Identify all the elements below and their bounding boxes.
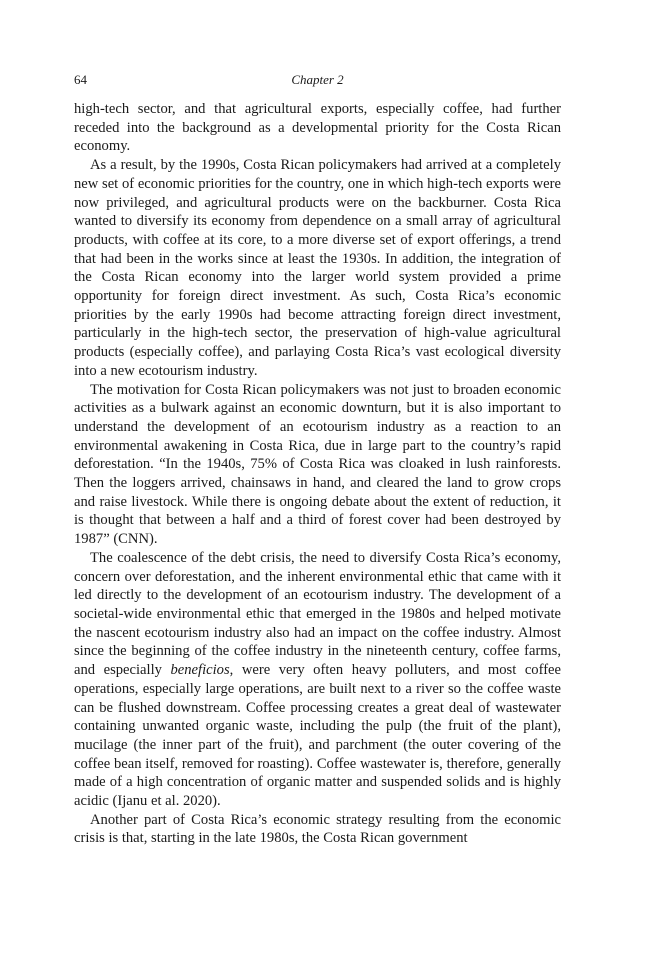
paragraph-continued: high-tech sector, and that agricultural exports, especially coffee, had further receded into the background as a developmental priority for the Costa Rican economy. <box>74 101 561 155</box>
page-header <box>74 70 561 90</box>
body-text <box>74 100 561 848</box>
page-number: 64 <box>74 72 87 87</box>
paragraph-motivation: The motivation for Costa Rican policymakers was not just to broaden economic activities as a bulwark against an economic downturn, but it is also important to understand the development of an ecotourism industry as a reaction to an environmental awakening in Costa Rica, due in large part to the country’s rapid deforestation. “In the 1940s, 75% of Costa Rica was cloaked in lush rainforests. Then the loggers arrived, chainsaws in hand, and cleared the land to grow crops and raise livestock. While there is ongoing debate about the extent of reduction, it is thought that between a half and a third of forest cover had been destroyed by 1987” (CNN). <box>74 381 561 548</box>
paragraph-coalescence <box>74 549 561 811</box>
italic-term-beneficios: beneficios <box>170 662 230 679</box>
paragraph-coalescence-text-before: The coalescence of the debt crisis, the need to diversify Costa Rica’s economy, concern over deforestation, and the inherent environmental ethic that came with it led directly to the development of an ecotourism industry. The development of a societal-wide environmental ethic that emerged in the 1980s and helped motivate the nascent ecotourism industry also had an impact on the coffee industry. Almost since the beginning of the coffee industry in the nineteenth century, coffee farms, and especially <box>74 549 561 679</box>
paragraph-economic-strategy: Another part of Costa Rica’s economic strategy resulting from the economic crisis is that, starting in the late 1980s, the Costa Rican government <box>74 811 561 847</box>
running-head: Chapter 2 <box>291 72 344 87</box>
paragraph-coalescence-text-after: , were very often heavy polluters, and most coffee operations, especially large operations, are built next to a river so the coffee waste can be flushed downstream. Coffee processing creates a great deal of wastewater containing unwanted organic waste, including the pulp (the fruit of the plant), mucilage (the inner part of the fruit), and parchment (the outer covering of the coffee bean itself, removed for roasting). Coffee wastewater is, therefore, generally made of a high concentration of organic matter and suspended solids and is highly acidic (Ijanu et al. 2020). <box>74 662 562 810</box>
paragraph-policy-priorities: As a result, by the 1990s, Costa Rican policymakers had arrived at a completely new set of economic priorities for the country, one in which high-tech exports were now privileged, and agricultural products were on the backburner. Costa Rica wanted to diversify its economy from dependence on a small array of agricultural products, with coffee at its core, to a more diverse set of export offerings, a trend that had been in the works since at least the 1930s. In addition, the integration of the Costa Rican economy into the larger world system provided a prime opportunity for foreign direct investment. As such, Costa Rica’s economic priorities by the early 1990s had become attracting foreign direct investment, particularly in the high-tech sector, the preservation of high-value agricultural products (especially coffee), and parlaying Costa Rica’s vast ecological diversity into a new ecotourism industry. <box>74 157 561 379</box>
